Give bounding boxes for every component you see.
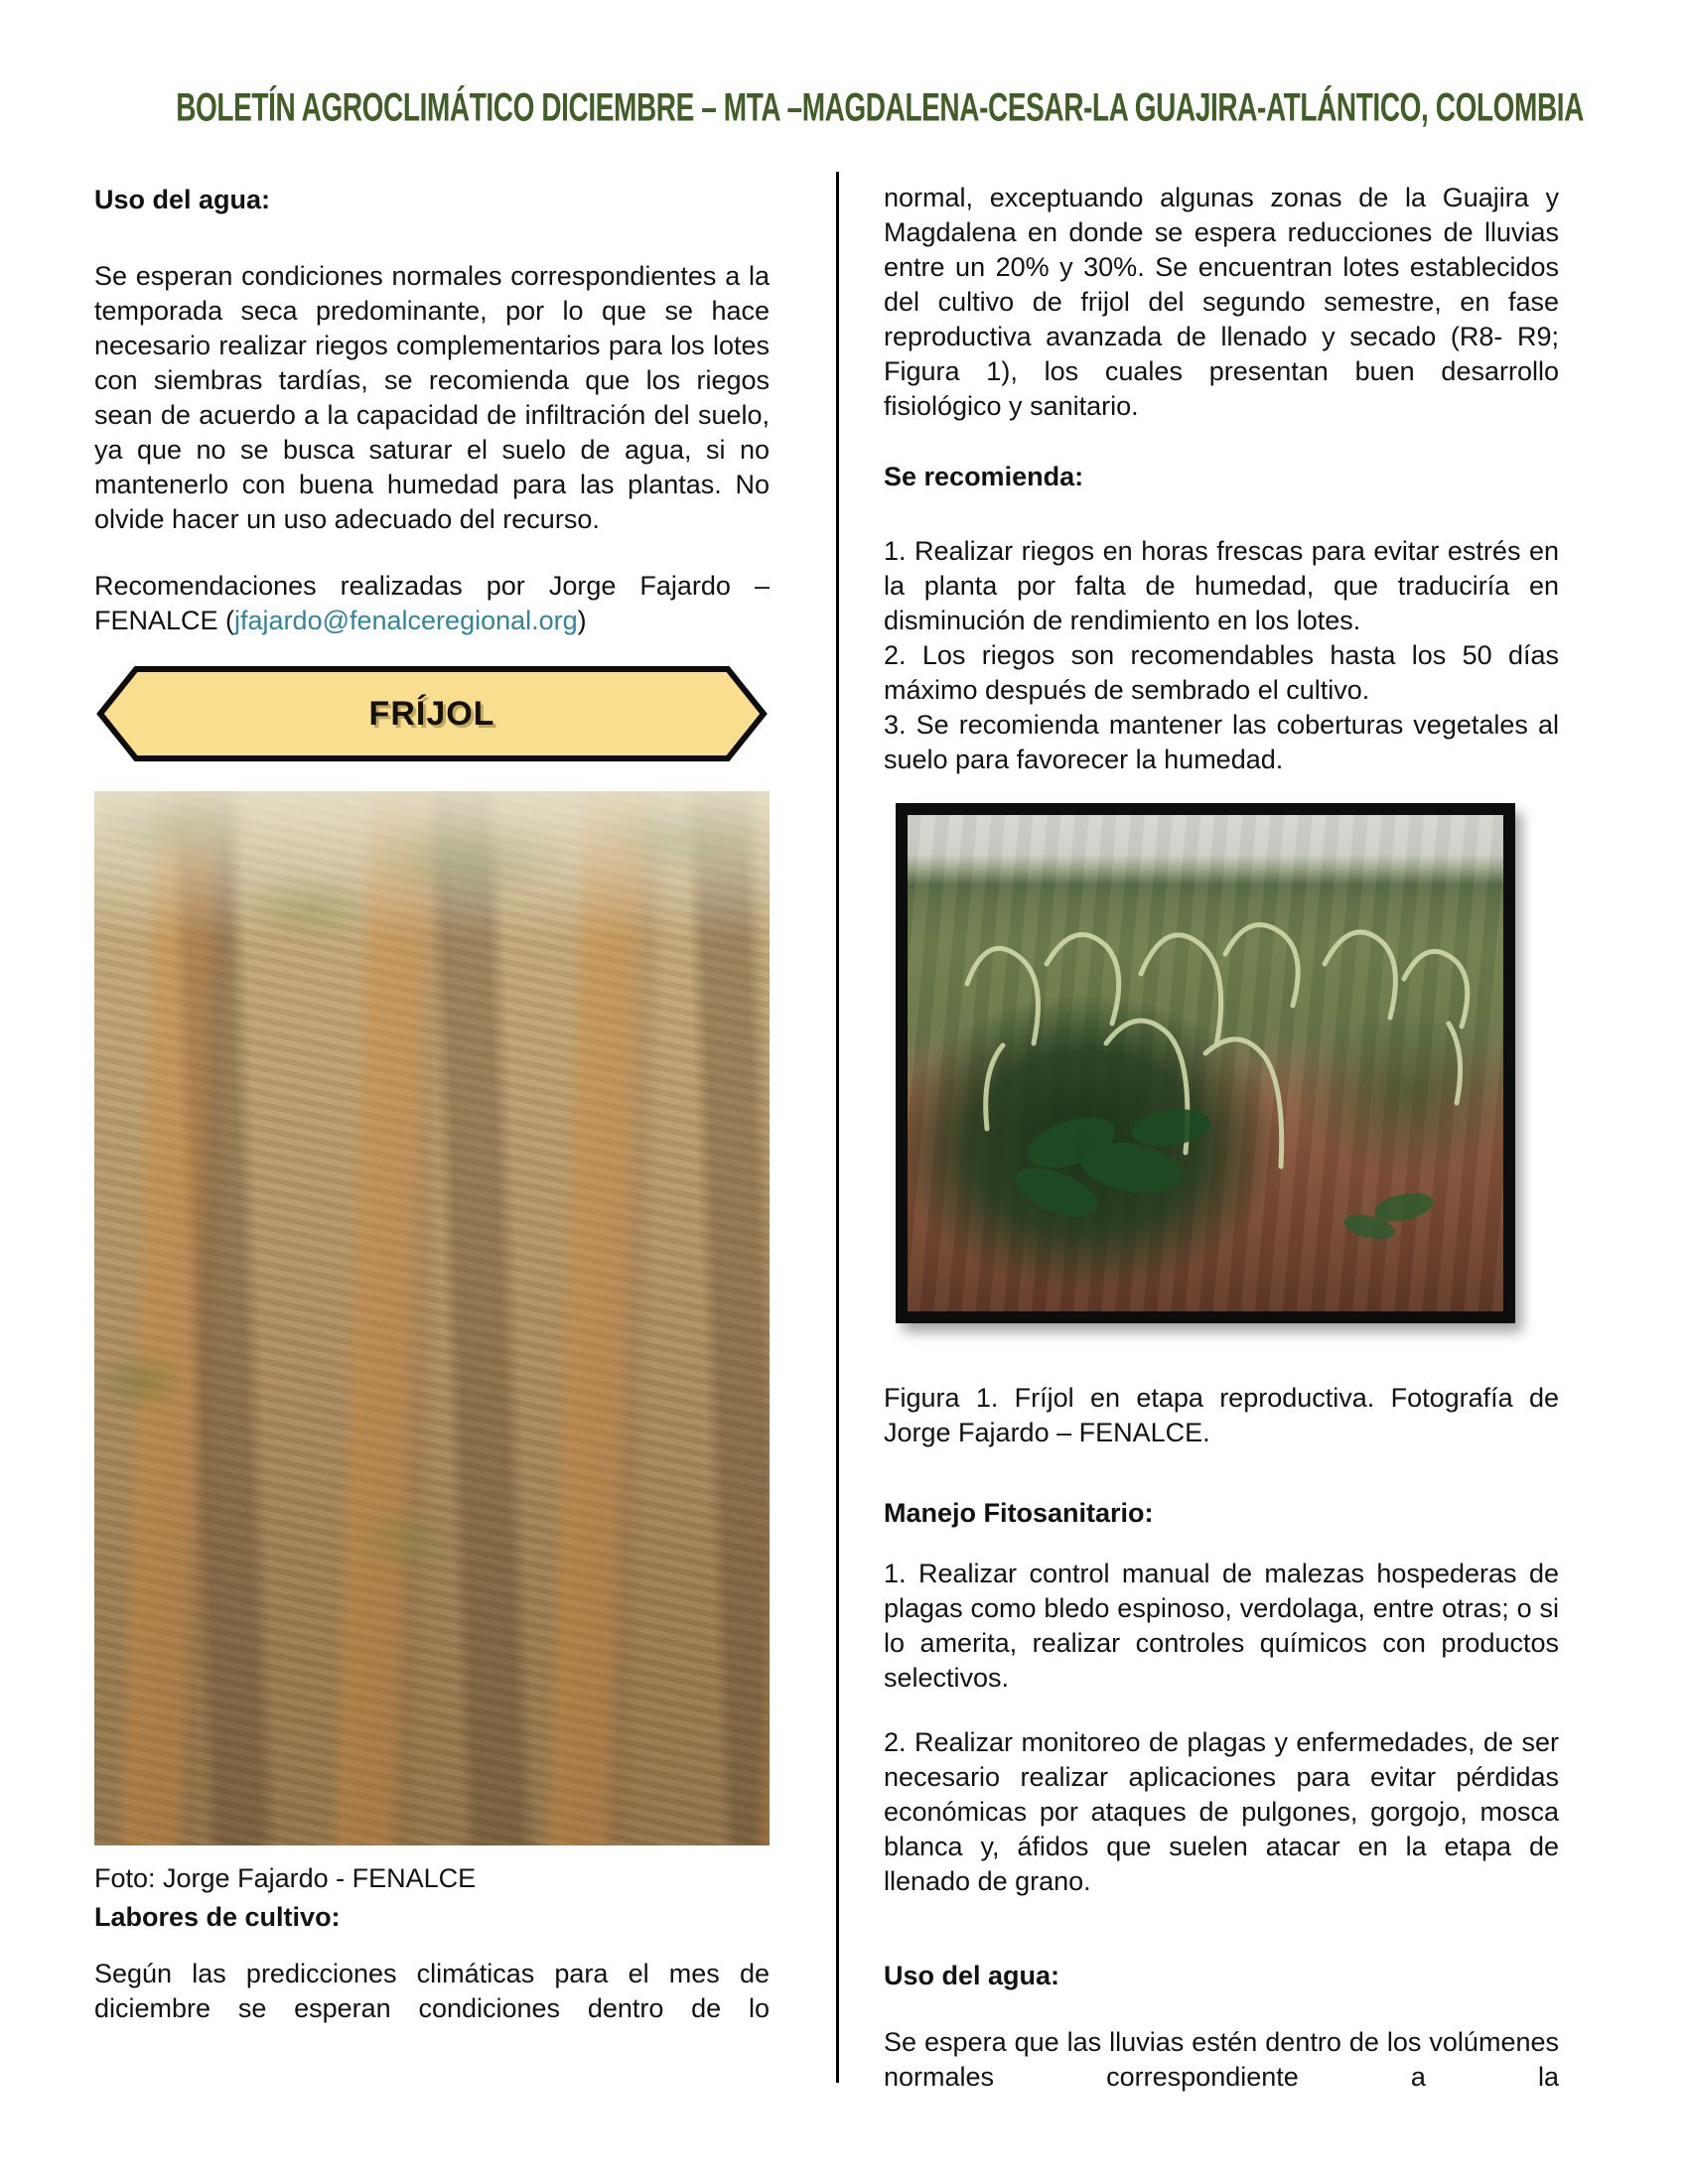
left-column xyxy=(94,169,770,2026)
recommendation-item-3: 3. Se recomienda mantener las coberturas vegetales al suelo para favorecer la humedad. xyxy=(884,710,1559,774)
column-divider xyxy=(836,172,839,2083)
bean-pods-illustration xyxy=(908,815,1503,1311)
email-link[interactable]: jfajardo@fenalceregional.org xyxy=(234,606,578,635)
recommendations-paragraph xyxy=(94,569,770,638)
recommendations-suffix: ) xyxy=(577,606,587,635)
recommendation-item-2: 2. Los riegos son recomendables hasta los 50 días máximo después de sembrado el cultivo. xyxy=(884,640,1559,705)
water-use-paragraph-2: Se espera que las lluvias estén dentro de los volúmenes normales correspondiente a la xyxy=(884,2027,1559,2092)
labores-paragraph: Según las predicciones climáticas para el mes de diciembre se esperan condiciones dentro de lo xyxy=(94,1959,770,2023)
manejo-heading: Manejo Fitosanitario: xyxy=(884,1498,1154,1528)
right-column xyxy=(884,169,1559,2095)
recommendations-list xyxy=(884,534,1559,777)
crop-banner-label: FRÍJOL xyxy=(368,694,495,733)
bean-crop-framed-photo xyxy=(896,803,1515,1323)
se-recomienda-heading: Se recomienda: xyxy=(884,462,1084,491)
water-use-heading: Uso del agua: xyxy=(94,185,271,214)
page-header xyxy=(0,85,1688,130)
figure-caption: Figura 1. Fríjol en etapa reproductiva. Fotografía de Jorge Fajardo – FENALCE. xyxy=(884,1383,1559,1447)
crop-banner xyxy=(94,664,770,763)
page-title: BOLETÍN AGROCLIMÁTICO DICIEMBRE – MTA –MAGDALENA-CESAR-LA GUAJIRA-ATLÁNTICO, COLOMBIA xyxy=(176,85,1585,130)
dried-bean-field-photo xyxy=(94,791,770,1845)
manejo-item-2: 2. Realizar monitoreo de plagas y enfermedades, de ser necesario realizar aplicaciones para evitar pérdidas económicas por ataques de pulgones, gorgojo, mosca blanca y, áfidos que suelen atacar en la etapa de llenado de grano. xyxy=(884,1727,1559,1896)
water-use-heading-2: Uso del agua: xyxy=(884,1961,1060,1990)
continuation-paragraph: normal, exceptuando algunas zonas de la Guajira y Magdalena en donde se espera reducciones de lluvias entre un 20% y 30%. Se encuentran lotes establecidos del cultivo de frijol del segundo semestre, en fase reproductiva avanzada de llenado y secado (R8- R9; Figura 1), los cuales presentan buen desarrollo fisiológico y sanitario. xyxy=(884,183,1559,421)
recommendation-item-1: 1. Realizar riegos en horas frescas para evitar estrés en la planta por falta de humedad, que traduciría en disminución de rendimiento en los lotes. xyxy=(884,536,1559,635)
manejo-item-1: 1. Realizar control manual de malezas hospederas de plagas como bledo espinoso, verdolaga, entre otras; o si lo amerita, realizar controles químicos con productos selectivos. xyxy=(884,1559,1559,1693)
water-use-paragraph: Se esperan condiciones normales correspondientes a la temporada seca predominante, por lo que se hace necesario realizar riegos complementarios para los lotes con siembras tardías, se recomienda que los riegos sean de acuerdo a la capacidad de infiltración del suelo, ya que no se busca saturar el suelo de agua, si no mantenerlo con buena humedad para las plantas. No olvide hacer un uso adecuado del recurso. xyxy=(94,261,770,534)
photo-credit-caption: Foto: Jorge Fajardo - FENALCE xyxy=(94,1863,477,1893)
labores-heading: Labores de cultivo: xyxy=(94,1902,341,1932)
recommendations-prefix: Recomendaciones realizadas por Jorge Fajardo – FENALCE ( xyxy=(94,571,770,635)
